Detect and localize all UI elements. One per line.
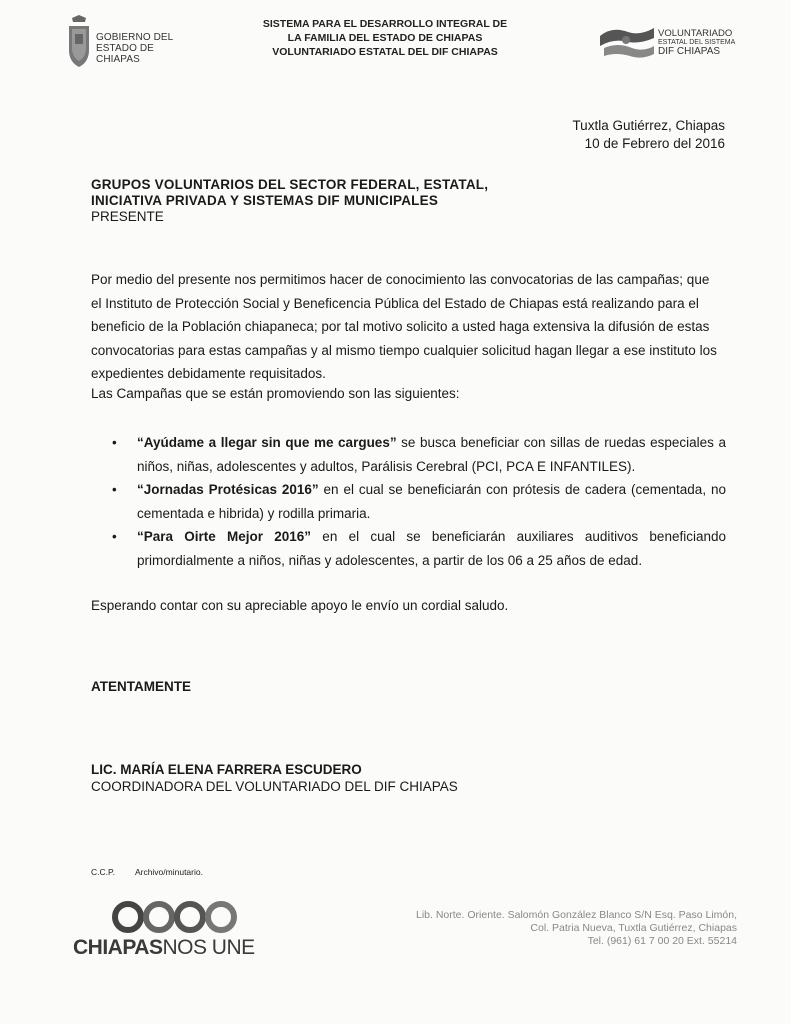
ccp-line — [91, 867, 203, 877]
bullet-icon: • — [112, 482, 117, 497]
vol-logo-line1: VOLUNTARIADO — [658, 28, 733, 39]
signer-title: COORDINADORA DEL VOLUNTARIADO DEL DIF CHIAPAS — [91, 779, 458, 794]
signer-name: LIC. MARÍA ELENA FARRERA ESCUDERO — [91, 762, 362, 777]
slogan — [73, 936, 255, 960]
signer-block — [91, 761, 458, 795]
list-item — [112, 525, 726, 572]
vol-logo-line2: ESTATAL DEL SISTEMA — [658, 39, 736, 46]
addressee-line1: GRUPOS VOLUNTARIOS DEL SECTOR FEDERAL, ESTATAL, — [91, 177, 489, 192]
date-block — [572, 117, 725, 153]
header-line: LA FAMILIA DEL ESTADO DE CHIAPAS — [287, 32, 483, 44]
gobierno-chiapas-logo — [66, 14, 196, 70]
header-line: VOLUNTARIADO ESTATAL DEL DIF CHIAPAS — [272, 46, 498, 58]
hands-icon — [598, 22, 656, 62]
campaign-title: “Para Oirte Mejor 2016” — [137, 529, 312, 544]
list-item — [112, 431, 726, 478]
date-place: Tuxtla Gutiérrez, Chiapas — [572, 118, 725, 133]
campaign-list — [112, 431, 726, 572]
campaign-title: “Jornadas Protésicas 2016” — [137, 482, 319, 497]
slogan-light: NOS UNE — [162, 936, 255, 959]
gov-logo-line2: ESTADO DE CHIAPAS — [96, 43, 154, 65]
body-line: expedientes debidamente requisitados. — [91, 366, 326, 381]
gov-logo-line1: GOBIERNO DEL — [96, 32, 174, 43]
list-item — [112, 478, 726, 525]
ccp-label: C.C.P. — [91, 867, 115, 877]
address-line: Lib. Norte. Oriente. Salomón González Blanco S/N Esq. Paso Limón, — [416, 909, 737, 921]
addressee-presente: PRESENTE — [91, 209, 164, 224]
body-line: convocatorias para estas campañas y al mismo tiempo cualquier solicitud hagan llegar a ese instituto los — [91, 342, 717, 358]
body-line: Por medio del presente nos permitimos hacer de conocimiento las convocatorias de las campañas; que — [91, 272, 710, 287]
slogan-bold: CHIAPAS — [73, 936, 163, 959]
vol-logo-text — [658, 29, 735, 57]
address-line: Tel. (961) 61 7 00 20 Ext. 55214 — [587, 935, 737, 947]
campaign-title: “Ayúdame a llegar sin que me cargues” — [137, 435, 397, 450]
atentamente: ATENTAMENTE — [91, 679, 191, 694]
footer-address — [416, 909, 737, 948]
voluntariado-dif-logo — [598, 20, 748, 70]
header-line: SISTEMA PARA EL DESARROLLO INTEGRAL DE — [262, 18, 508, 30]
institution-header — [230, 17, 540, 59]
addressee-block — [91, 177, 488, 225]
vol-logo-line3: DIF CHIAPAS — [658, 46, 721, 57]
campaign-text: se busca beneficiar con sillas de ruedas especiales a niños, niñas, adolescentes y adultos, Parálisis Cerebral (PCI, PCA E INFANTILES). — [137, 435, 726, 474]
gov-logo-text — [96, 32, 196, 65]
bullet-icon: • — [112, 435, 117, 450]
campaign-text: en el cual se beneficiarán auxiliares auditivos beneficiando primordialmente a niños, niñas y adolescentes, a partir de los 06 a 25 años de edad. — [137, 529, 726, 568]
body-paragraph — [91, 268, 725, 386]
ccp-value: Archivo/minutario. — [134, 867, 203, 877]
closing-line: Esperando contar con su apreciable apoyo le envío un cordial saludo. — [91, 598, 509, 613]
coat-of-arms-icon — [66, 14, 92, 68]
campaign-text: en el cual se beneficiarán con prótesis de cadera (cementada, no cementada e hibrida) y rodilla primaria. — [137, 482, 726, 521]
date-value: 10 de Febrero del 2016 — [584, 136, 725, 151]
circles-logo-icon — [111, 900, 241, 934]
bullet-icon: • — [112, 529, 117, 544]
addressee-line2: INICIATIVA PRIVADA Y SISTEMAS DIF MUNICIPALES — [91, 193, 439, 208]
chiapas-nos-une-logo — [73, 900, 255, 970]
campaigns-intro: Las Campañas que se están promoviendo son las siguientes: — [91, 386, 460, 401]
body-line: el Instituto de Protección Social y Beneficencia Pública del Estado de Chiapas está realizando para el — [91, 295, 699, 311]
body-line: beneficio de la Población chiapaneca; por tal motivo solicito a usted haga extensiva la difusión de estas — [91, 319, 710, 334]
address-line: Col. Patria Nueva, Tuxtla Gutiérrez, Chiapas — [530, 922, 737, 934]
